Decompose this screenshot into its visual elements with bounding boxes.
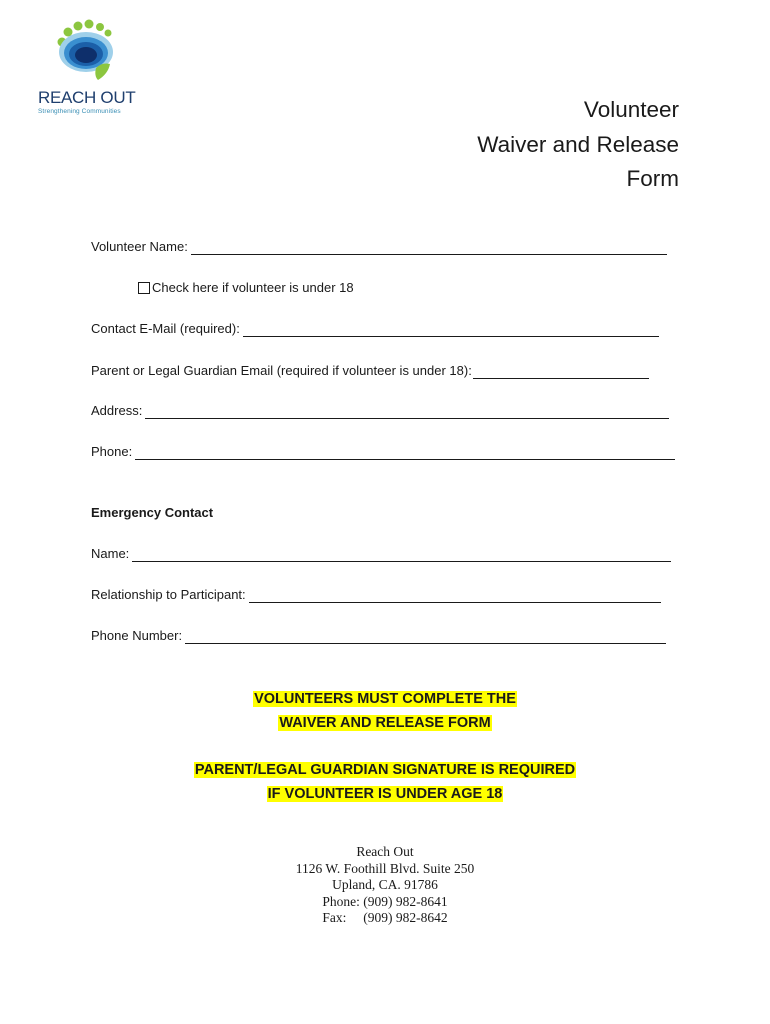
field-label: Phone Number: [91, 628, 183, 643]
reach-out-logo [36, 18, 146, 118]
relationship-field [91, 587, 661, 603]
volunteer-name-input[interactable] [191, 240, 667, 255]
notice-line: IF VOLUNTEER IS UNDER AGE 18 [267, 786, 503, 802]
address-input[interactable] [145, 404, 669, 419]
under-18-checkbox-row[interactable] [138, 280, 354, 295]
contact-address-block [0, 844, 770, 927]
checkbox-label: Check here if volunteer is under 18 [152, 280, 354, 295]
phone-input[interactable] [135, 445, 675, 460]
contact-email-input[interactable] [243, 322, 659, 337]
field-label: Address: [91, 403, 143, 418]
phone-field [91, 444, 675, 460]
guardian-notice [0, 758, 770, 806]
emergency-name-input[interactable] [132, 547, 671, 562]
waiver-notice [0, 687, 770, 735]
org-name: Reach Out [356, 844, 414, 859]
title-line: Form [626, 166, 679, 191]
emergency-name-field [91, 546, 671, 562]
field-label: Volunteer Name: [91, 239, 188, 254]
emergency-phone-field [91, 628, 666, 644]
relationship-input[interactable] [249, 588, 661, 603]
notice-line: PARENT/LEGAL GUARDIAN SIGNATURE IS REQUIRED [194, 762, 576, 778]
notice-line: VOLUNTEERS MUST COMPLETE THE [254, 691, 516, 707]
emergency-phone-input[interactable] [185, 629, 666, 644]
street-address: 1126 W. Foothill Blvd. Suite 250 [295, 860, 475, 876]
fax-number: Fax: (909) 982-8642 [322, 910, 448, 925]
emergency-contact-heading: Emergency Contact [91, 505, 214, 520]
notice-line: WAIVER AND RELEASE FORM [279, 715, 491, 731]
address-field [91, 403, 669, 419]
field-label: Phone: [91, 444, 133, 459]
under-18-checkbox[interactable] [138, 282, 150, 294]
guardian-email-field [91, 363, 649, 379]
field-label: Relationship to Participant: [91, 587, 246, 602]
logo-name: REACH OUT [38, 88, 136, 107]
page-title [477, 93, 679, 197]
logo-mark-icon [48, 18, 128, 88]
guardian-email-input[interactable] [473, 364, 649, 379]
field-label: Parent or Legal Guardian Email (required if volunteer is under 18): [91, 363, 472, 378]
title-line: Volunteer [583, 97, 679, 122]
volunteer-name-field [91, 239, 667, 255]
city-state-zip: Upland, CA. 91786 [332, 877, 438, 892]
contact-email-field [91, 321, 659, 337]
field-label: Name: [91, 546, 130, 561]
logo-tagline: Strengthening Communities [38, 108, 121, 115]
phone-number: Phone: (909) 982-8641 [322, 893, 448, 909]
field-label: Contact E-Mail (required): [91, 321, 240, 336]
title-line: Waiver and Release [477, 131, 679, 157]
